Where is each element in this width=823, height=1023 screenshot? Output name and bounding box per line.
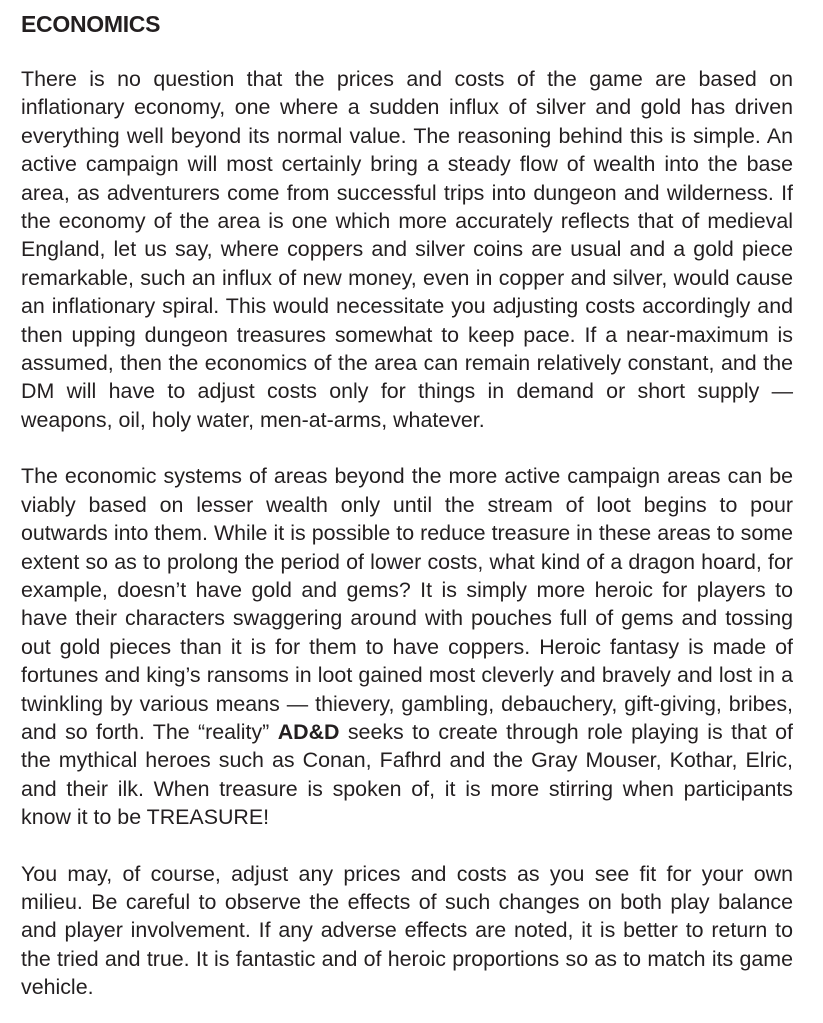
section-heading: ECONOMICS	[21, 11, 161, 37]
paragraph-text: The economic systems of areas beyond the more active campaign areas can be viably based on lesser wealth only until the stream of loot begins to pour outwards into them. While it is possible to reduce treasure in these areas to some extent so as to prolong the period of lower costs, what kind of a dragon hoard, for example, doesn’t have gold and gems? It is simply more heroic for players to have their characters swaggering around with pouches full of gems and tossing out gold pieces than it is for them to have coppers. Heroic fantasy is made of fortunes and king’s ransoms in loot gained most cleverly and bravely and lost in a twinkling by various means — thievery, gambling, debauchery, gift-giving, bribes, and so forth. The “reality”	[21, 464, 793, 744]
paragraph-inflationary-economy: There is no question that the prices and costs of the game are based on inflationary economy, one where a sudden influx of silver and gold has driven everything well beyond its normal value. The reasoning behind this is simple. An active campaign will most certainly bring a steady flow of wealth into the base area, as adventurers come from successful trips into dungeon and wilderness. If the economy of the area is one which more accurately reflects that of medieval England, let us say, where coppers and silver coins are usual and a gold piece remarkable, such an influx of new money, even in copper and silver, would cause an inflationary spiral. This would necessitate you adjusting costs accordingly and then upping dungeon treasures somewhat to keep pace. If a near-maximum is assumed, then the economics of the area can remain relatively constant, and the DM will have to adjust costs only for things in demand or short supply — weapons, oil, holy water, men-at-arms, whatever.	[21, 67, 793, 432]
paragraph-text: seeks to create through role playing is that of the mythical heroes such as Conan, Fafhrd and the Gray Mouser, Kothar, Elric, and their ilk. When treasure is spoken of, it is more stirring when participants know it to be TREASURE!	[21, 719, 793, 830]
paragraph-adjust-prices: You may, of course, adjust any prices and costs as you see fit for your own milieu. Be careful to observe the effects of such changes on both play balance and player involvement. If any adverse effects are noted, it is better to return to the tried and true. It is fantastic and of heroic proportions so as to match its game vehicle.	[21, 861, 793, 1000]
paragraph-economic-systems	[21, 462, 793, 831]
brand-name-add: AD&D	[277, 719, 340, 744]
